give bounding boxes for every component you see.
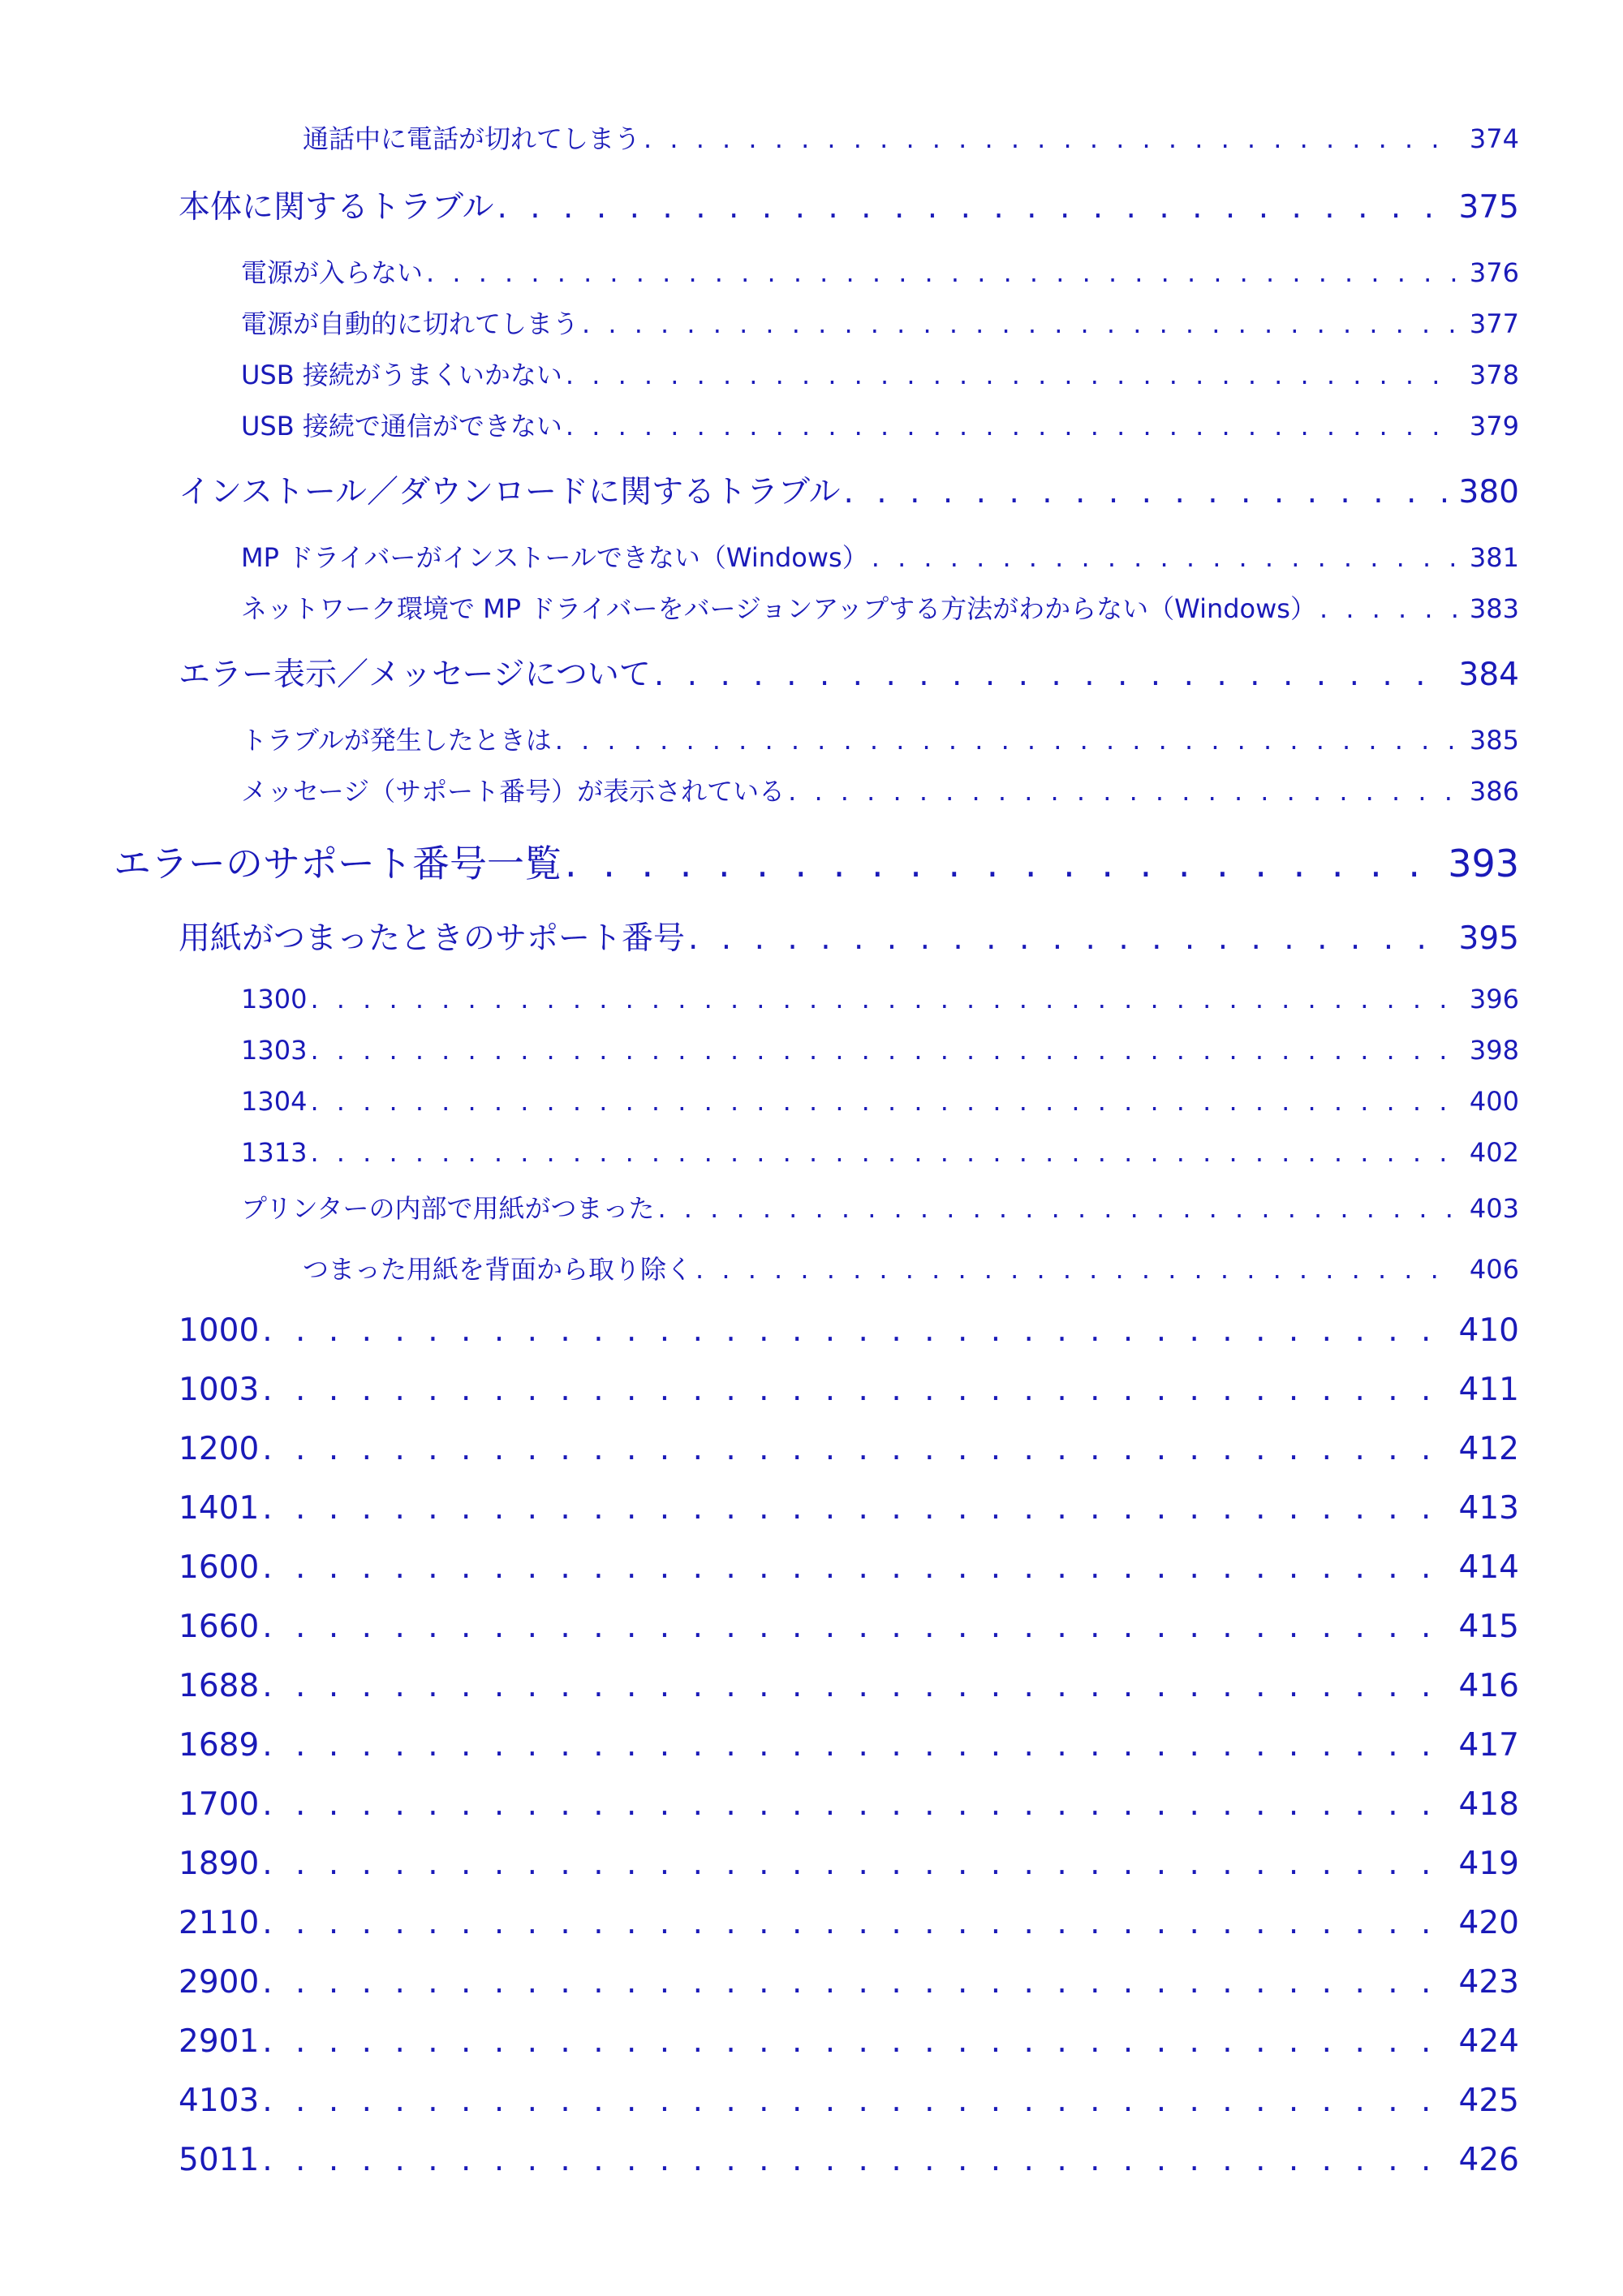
toc-entry-page-number: 415	[1458, 1609, 1519, 1645]
dot-leader	[788, 776, 1458, 807]
dot-leader	[582, 308, 1458, 339]
toc-entry-page-number: 410	[1458, 1312, 1519, 1349]
toc-entry-message-displayed[interactable]	[241, 771, 1519, 808]
toc-entry-page-number: 406	[1469, 1254, 1519, 1285]
toc-entry-page-number: 398	[1469, 1035, 1519, 1066]
toc-entry-title: 5011	[179, 2142, 260, 2178]
toc-entry-code-1890[interactable]	[179, 1846, 1519, 1882]
toc-entry-paper-jam-codes[interactable]	[179, 913, 1519, 958]
toc-entry-page-number: 381	[1469, 542, 1519, 573]
toc-entry-call-disconnected[interactable]	[303, 118, 1519, 156]
toc-entry-code-1689[interactable]	[179, 1727, 1519, 1764]
toc-entry-code-1313[interactable]	[241, 1137, 1519, 1168]
toc-entry-page-number: 383	[1469, 593, 1519, 624]
toc-entry-code-1401[interactable]	[179, 1490, 1519, 1527]
toc-entry-page-number: 426	[1458, 2142, 1519, 2178]
toc-entry-page-number: 420	[1458, 1905, 1519, 1941]
toc-entry-page-number: 375	[1458, 189, 1519, 226]
toc-entry-usb-connection[interactable]	[241, 355, 1519, 392]
toc-entry-title: 1600	[179, 1549, 260, 1586]
toc-entry-title: 1200	[179, 1431, 260, 1467]
toc-entry-page-number: 416	[1458, 1668, 1519, 1704]
toc-entry-title: 1700	[179, 1786, 260, 1823]
toc-entry-page-number: 384	[1458, 657, 1519, 693]
toc-entry-title: USB 接続がうまくいかない	[241, 360, 562, 390]
toc-entry-title: つまった用紙を背面から取り除く	[303, 1254, 693, 1285]
dot-leader	[654, 657, 1448, 693]
toc-entry-title: 1003	[179, 1372, 260, 1408]
dot-leader	[262, 2083, 1447, 2119]
toc-entry-page-number: 395	[1458, 920, 1519, 957]
toc-entry-mp-driver-upgrade[interactable]	[241, 588, 1519, 626]
dot-leader	[497, 189, 1447, 226]
toc-entry-page-number: 425	[1458, 2083, 1519, 2119]
toc-entry-title: 1689	[179, 1727, 260, 1764]
toc-entry-page-number: 393	[1448, 842, 1519, 885]
toc-entry-title: 本体に関するトラブル	[179, 189, 494, 226]
toc-entry-title: メッセージ（サポート番号）が表示されている	[241, 776, 786, 807]
toc-entry-code-5011[interactable]	[179, 2142, 1519, 2178]
toc-entry-code-2900[interactable]	[179, 1964, 1519, 2001]
toc-entry-title: 用紙がつまったときのサポート番号	[179, 920, 686, 957]
toc-entry-code-1600[interactable]	[179, 1549, 1519, 1586]
toc-entry-mp-driver-install[interactable]	[241, 537, 1519, 575]
dot-leader	[566, 411, 1458, 442]
toc-entry-page-number: 377	[1469, 308, 1519, 339]
toc-entry-title: 2901	[179, 2023, 260, 2060]
toc-entry-title: プリンターの内部で用紙がつまった	[241, 1193, 655, 1224]
toc-entry-usb-communication[interactable]	[241, 406, 1519, 443]
dot-leader	[310, 1035, 1457, 1066]
toc-entry-code-2901[interactable]	[179, 2023, 1519, 2060]
toc-entry-title: エラーのサポート番号一覧	[114, 842, 562, 885]
toc-entry-code-2110[interactable]	[179, 1905, 1519, 1941]
toc-entry-code-1700[interactable]	[179, 1786, 1519, 1823]
toc-entry-page-number: 378	[1469, 360, 1519, 390]
dot-leader	[262, 1609, 1447, 1645]
dot-leader	[262, 1312, 1447, 1349]
dot-leader	[262, 1372, 1447, 1408]
dot-leader	[565, 842, 1436, 885]
toc-entry-page-number: 376	[1469, 257, 1519, 288]
toc-entry-code-1304[interactable]	[241, 1086, 1519, 1117]
toc-entry-page-number: 419	[1458, 1846, 1519, 1882]
dot-leader	[262, 1549, 1447, 1586]
toc-entry-page-number: 396	[1469, 984, 1519, 1014]
toc-entry-title: 通話中に電話が切れてしまう	[303, 123, 641, 154]
toc-entry-title: 1401	[179, 1490, 260, 1527]
dot-leader	[657, 1193, 1457, 1224]
toc-entry-when-trouble-occurs[interactable]	[241, 720, 1519, 757]
toc-entry-install-download-trouble[interactable]	[179, 467, 1519, 512]
toc-entry-page-number: 374	[1469, 123, 1519, 154]
toc-entry-power-auto-off[interactable]	[241, 304, 1519, 341]
toc-entry-title: 1313	[241, 1137, 308, 1168]
dot-leader	[426, 257, 1458, 288]
dot-leader	[262, 1668, 1447, 1704]
dot-leader	[262, 1431, 1447, 1467]
toc-entry-page-number: 423	[1458, 1964, 1519, 2001]
toc-entry-page-number: 380	[1458, 474, 1519, 510]
toc-entry-page-number: 417	[1458, 1727, 1519, 1764]
toc-entry-code-1000[interactable]	[179, 1312, 1519, 1349]
toc-entry-title: MP ドライバーがインストールできない（Windows）	[241, 542, 868, 573]
toc-entry-title: トラブルが発生したときは	[241, 725, 552, 756]
toc-entry-page-number: 413	[1458, 1490, 1519, 1527]
toc-entry-page-number: 402	[1469, 1137, 1519, 1168]
toc-entry-code-1303[interactable]	[241, 1035, 1519, 1066]
toc-entry-code-1660[interactable]	[179, 1609, 1519, 1645]
toc-entry-power-not-on[interactable]	[241, 252, 1519, 290]
toc-entry-title: 1890	[179, 1846, 260, 1882]
toc-entry-title: 2110	[179, 1905, 260, 1941]
toc-entry-remove-jam-rear[interactable]	[303, 1249, 1519, 1286]
toc-entry-jam-inside-printer[interactable]	[241, 1188, 1519, 1226]
dot-leader	[262, 1786, 1447, 1823]
toc-entry-title: 4103	[179, 2083, 260, 2119]
dot-leader	[566, 360, 1458, 390]
dot-leader	[1319, 593, 1458, 624]
toc-entry-title: 電源が自動的に切れてしまう	[241, 308, 579, 339]
toc-entry-support-code-list[interactable]	[114, 834, 1519, 888]
toc-entry-title: 1304	[241, 1086, 308, 1117]
toc-entry-code-1688[interactable]	[179, 1668, 1519, 1704]
toc-entry-page-number: 403	[1469, 1193, 1519, 1224]
toc-entry-code-1003[interactable]	[179, 1372, 1519, 1408]
toc-entry-title: 2900	[179, 1964, 260, 2001]
toc-entry-error-messages[interactable]	[179, 649, 1519, 695]
dot-leader	[262, 1905, 1447, 1941]
toc-entry-page-number: 414	[1458, 1549, 1519, 1586]
toc-entry-page-number: 400	[1469, 1086, 1519, 1117]
dot-leader	[555, 725, 1458, 756]
toc-entry-code-1200[interactable]	[179, 1431, 1519, 1467]
toc-entry-code-1300[interactable]	[241, 984, 1519, 1014]
dot-leader	[262, 1490, 1447, 1527]
dot-leader	[262, 1727, 1447, 1764]
dot-leader	[695, 1254, 1458, 1285]
toc-entry-title: 1000	[179, 1312, 260, 1349]
dot-leader	[644, 123, 1458, 154]
dot-leader	[872, 542, 1458, 573]
toc-entry-page-number: 418	[1458, 1786, 1519, 1823]
dot-leader	[844, 474, 1448, 510]
dot-leader	[262, 2142, 1447, 2178]
toc-entry-page-number: 386	[1469, 776, 1519, 807]
toc-entry-title: エラー表示／メッセージについて	[179, 657, 651, 693]
toc-entry-code-4103[interactable]	[179, 2083, 1519, 2119]
dot-leader	[262, 2023, 1447, 2060]
toc-entry-page-number: 412	[1458, 1431, 1519, 1467]
toc-entry-title: 1688	[179, 1668, 260, 1704]
toc-entry-title: インストール／ダウンロードに関するトラブル	[179, 474, 841, 510]
toc-entry-title: USB 接続で通信ができない	[241, 411, 562, 442]
dot-leader	[688, 920, 1448, 957]
toc-entry-title: 1660	[179, 1609, 260, 1645]
dot-leader	[310, 1137, 1457, 1168]
dot-leader	[262, 1846, 1447, 1882]
dot-leader	[310, 1086, 1457, 1117]
dot-leader	[262, 1964, 1447, 2001]
dot-leader	[310, 984, 1457, 1014]
toc-entry-device-trouble[interactable]	[179, 182, 1519, 227]
toc-entry-page-number: 411	[1458, 1372, 1519, 1408]
toc-entry-page-number: 385	[1469, 725, 1519, 756]
toc-entry-page-number: 379	[1469, 411, 1519, 442]
toc-entry-title: 1303	[241, 1035, 308, 1066]
toc-entry-page-number: 424	[1458, 2023, 1519, 2060]
toc-entry-title: ネットワーク環境で MP ドライバーをバージョンアップする方法がわからない（Windows）	[241, 593, 1316, 624]
toc-entry-title: 電源が入らない	[241, 257, 424, 288]
toc-entry-title: 1300	[241, 984, 308, 1014]
